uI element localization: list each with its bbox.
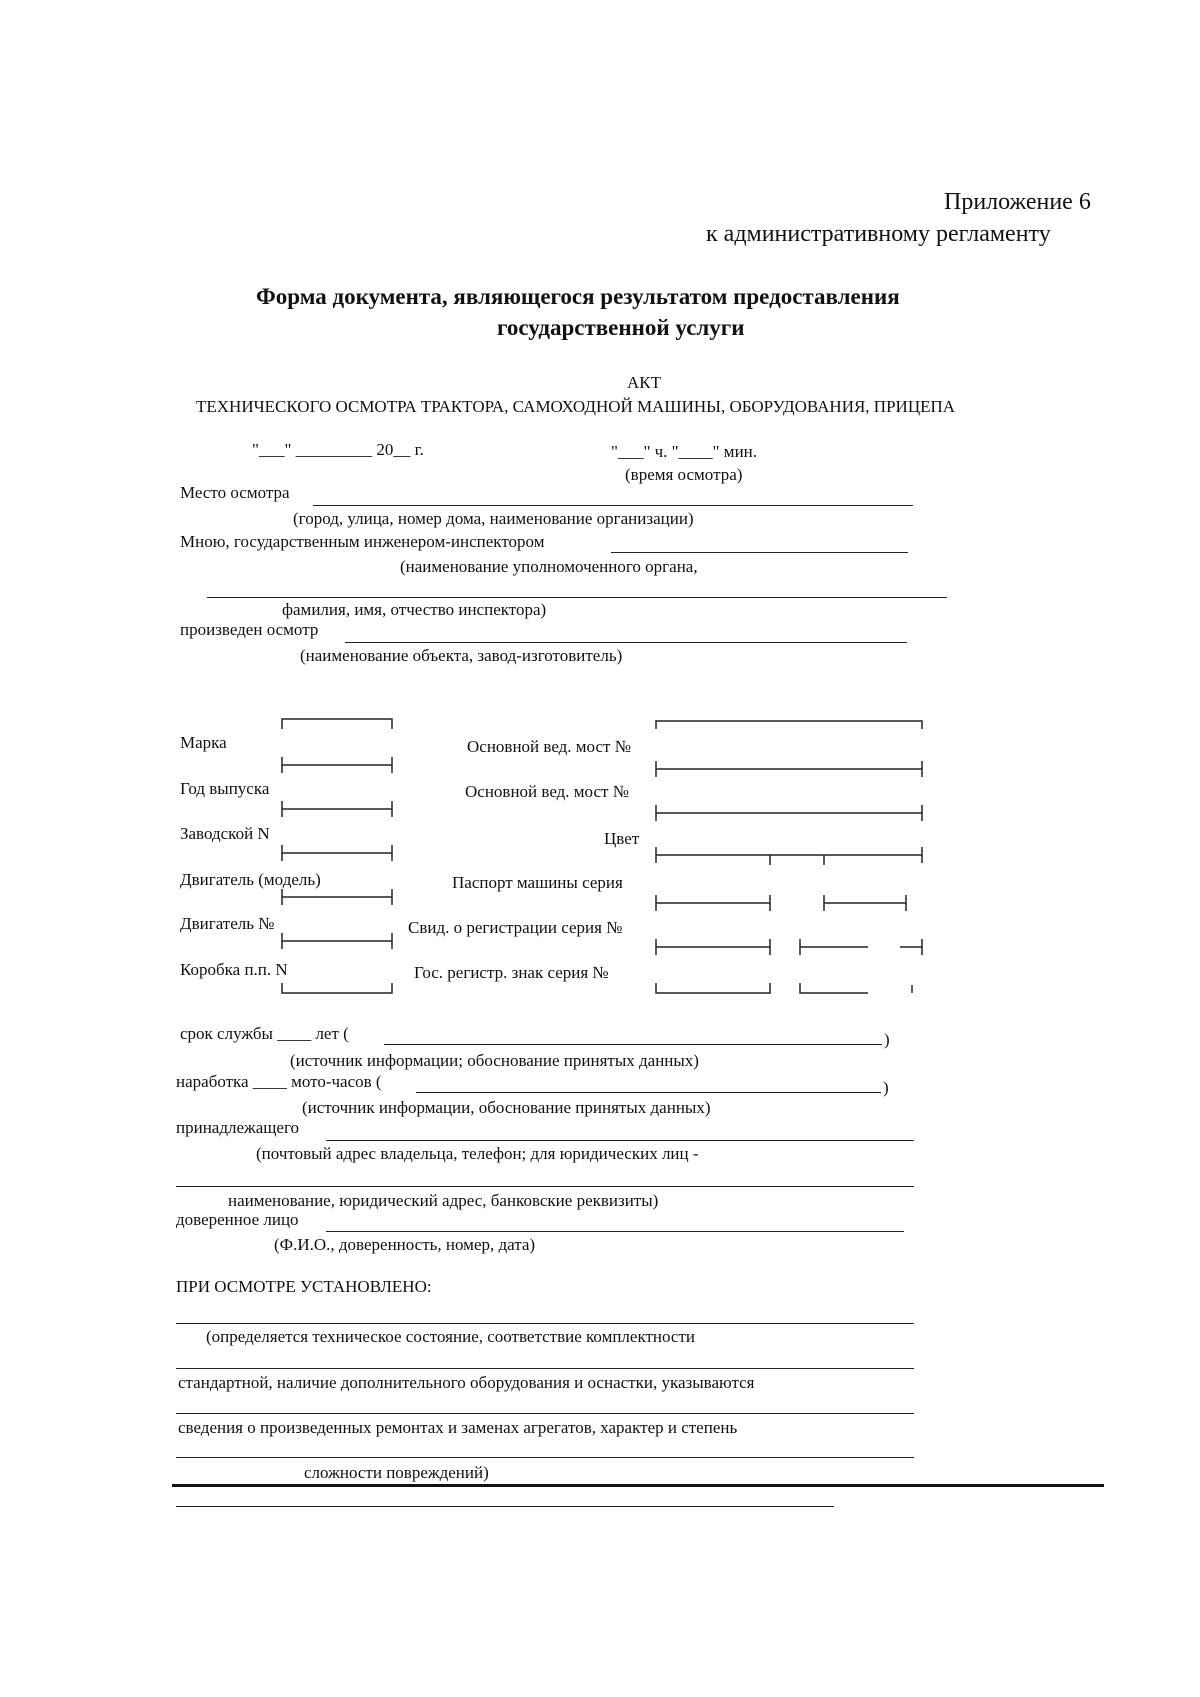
findings-hint-2: стандартной, наличие дополнительного оборудования и оснастки, указываются <box>178 1373 755 1392</box>
label-color: Цвет <box>604 829 640 848</box>
operating-hours-close: ) <box>883 1078 889 1097</box>
label-engine-model: Двигатель (модель) <box>180 870 321 889</box>
date-line: "___" _________ 20__ г. <box>252 440 424 459</box>
form-title-line1: Форма документа, являющегося результатом предоставления <box>256 284 900 309</box>
owner-label: принадлежащего <box>176 1118 299 1137</box>
label-passport-series: Паспорт машины серия <box>452 873 623 892</box>
service-life-hint: (источник информации; обоснование принятых данных) <box>290 1051 699 1070</box>
label-serial-number: Заводской N <box>180 824 270 843</box>
label-engine-number: Двигатель № <box>180 914 275 933</box>
proxy-input-line[interactable] <box>326 1231 904 1232</box>
findings-line-1[interactable] <box>176 1323 914 1324</box>
findings-separator <box>172 1484 1104 1487</box>
right-input-brackets[interactable] <box>650 715 930 1000</box>
act-title: АКТ <box>627 373 661 392</box>
owner-hint-2: наименование, юридический адрес, банковские реквизиты) <box>228 1191 659 1210</box>
inspector-label: Мною, государственным инженером-инспектором <box>180 532 545 551</box>
findings-line-2[interactable] <box>176 1368 914 1369</box>
place-input-line[interactable] <box>313 505 913 506</box>
left-input-brackets[interactable] <box>270 715 400 1000</box>
findings-line-5[interactable] <box>176 1506 834 1507</box>
findings-heading: ПРИ ОСМОТРЕ УСТАНОВЛЕНО: <box>176 1277 432 1296</box>
inspector-input-line-2[interactable] <box>207 597 947 598</box>
operating-hours-label: наработка ____ мото-часов ( <box>176 1072 382 1091</box>
owner-input-line[interactable] <box>326 1140 914 1141</box>
place-label: Место осмотра <box>180 483 290 502</box>
label-drive-axle-1: Основной вед. мост № <box>467 737 631 756</box>
appendix-number: Приложение 6 <box>944 189 1091 215</box>
label-gearbox-number: Коробка п.п. N <box>180 960 288 979</box>
findings-line-3[interactable] <box>176 1413 914 1414</box>
service-life-input-line[interactable] <box>384 1044 882 1045</box>
object-label: произведен осмотр <box>180 620 319 639</box>
operating-hours-hint: (источник информации, обоснование принятых данных) <box>302 1098 711 1117</box>
proxy-hint: (Ф.И.О., доверенность, номер, дата) <box>274 1235 536 1254</box>
findings-line-4[interactable] <box>176 1457 914 1458</box>
inspector-input-line[interactable] <box>611 552 908 553</box>
place-hint: (город, улица, номер дома, наименование организации) <box>293 509 694 528</box>
form-title-line2: государственной услуги <box>497 315 745 340</box>
owner-hint-1: (почтовый адрес владельца, телефон; для юридических лиц - <box>256 1144 699 1163</box>
inspector-hint-2: фамилия, имя, отчество инспектора) <box>282 600 547 619</box>
service-life-label: срок службы ____ лет ( <box>180 1024 349 1043</box>
label-drive-axle-2: Основной вед. мост № <box>465 782 629 801</box>
object-hint: (наименование объекта, завод-изготовитель) <box>300 646 623 665</box>
inspector-hint-1: (наименование уполномоченного органа, <box>400 557 698 576</box>
findings-hint-1: (определяется техническое состояние, соответствие комплектности <box>206 1327 696 1346</box>
service-life-close: ) <box>884 1030 890 1049</box>
act-subtitle: ТЕХНИЧЕСКОГО ОСМОТРА ТРАКТОРА, САМОХОДНОЙ МАШИНЫ, ОБОРУДОВАНИЯ, ПРИЦЕПА <box>196 397 956 416</box>
label-year: Год выпуска <box>180 779 270 798</box>
regulation-reference: к административному регламенту <box>706 221 1051 247</box>
label-brand: Марка <box>180 733 227 752</box>
label-plate-series: Гос. регистр. знак серия № <box>414 963 609 982</box>
time-line: "___" ч. "____" мин. <box>611 442 758 461</box>
object-input-line[interactable] <box>345 642 907 643</box>
owner-input-line-2[interactable] <box>176 1186 914 1187</box>
findings-hint-4: сложности повреждений) <box>304 1463 489 1482</box>
proxy-label: доверенное лицо <box>176 1210 299 1229</box>
operating-hours-input-line[interactable] <box>416 1092 881 1093</box>
time-hint: (время осмотра) <box>625 465 743 484</box>
findings-hint-3: сведения о произведенных ремонтах и заменах агрегатов, характер и степень <box>178 1418 738 1437</box>
label-registration-series: Свид. о регистрации серия № <box>408 918 623 937</box>
